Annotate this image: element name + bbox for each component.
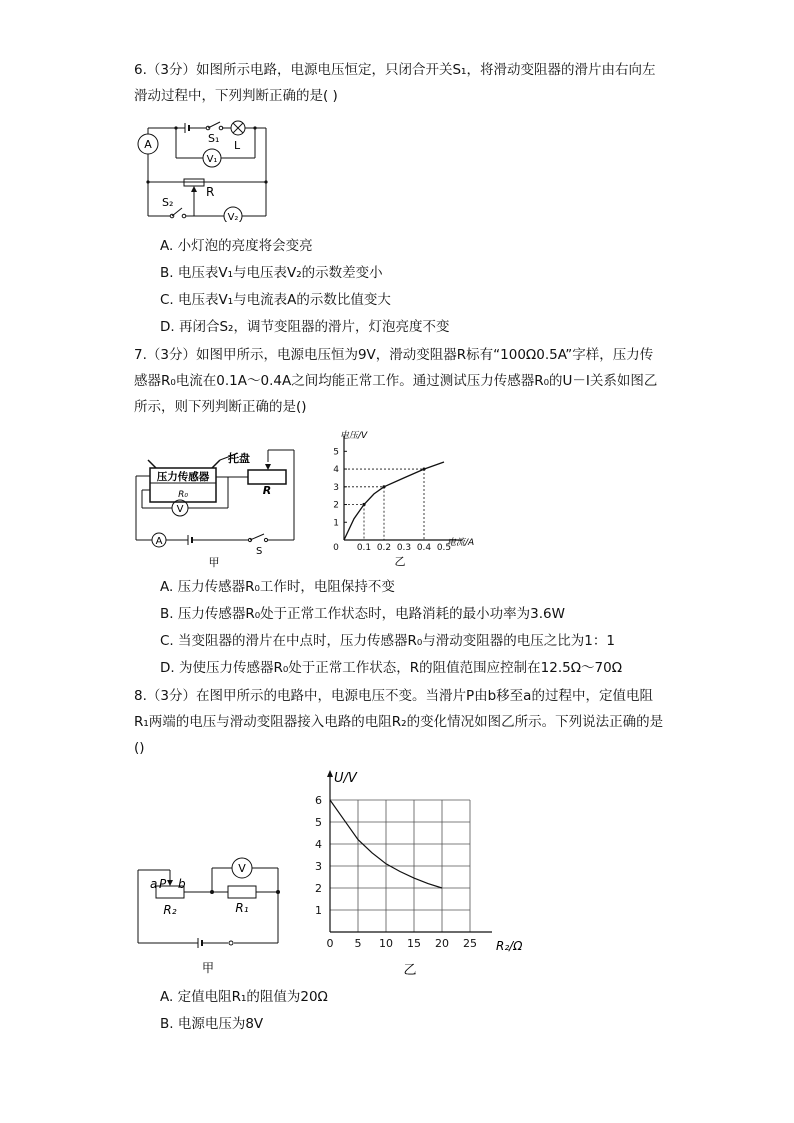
q7-r-label: R	[262, 484, 272, 497]
chart1-series-curve	[344, 462, 444, 540]
chart1-ylabel: 电压/V	[340, 431, 368, 441]
q7-option-c[interactable]: C. 当变阻器的滑片在中点时，压力传感器R₀与滑动变阻器的电压之比为1：1	[160, 633, 615, 649]
q8-a-label: a	[150, 877, 158, 891]
chart1-data-point	[422, 467, 425, 470]
q8-stem: 8.（3分）在图甲所示的电路中，电源电压不变。当滑片P由b移至a的过程中，定值电阻R₁两端的电压与滑动变阻器接入电路的电阻R₂的变化情况如图乙所示。下列说法正确的是()	[134, 688, 664, 756]
chart1-y-tick: 3	[333, 482, 339, 493]
chart2-y-arrow	[327, 770, 333, 777]
q8-ur2-graph	[306, 766, 542, 980]
q6-circuit-diagram	[128, 118, 278, 222]
chart1-x-tick: 0.4	[416, 543, 432, 553]
chart2-y-tick: 4	[315, 838, 322, 851]
q6-lamp-label: L	[234, 139, 241, 152]
q7-option-a[interactable]: A. 压力传感器R₀工作时，电阻保持不变	[160, 579, 395, 595]
chart1-y-tick: 2	[333, 500, 339, 511]
q7-a-label: A	[155, 536, 163, 547]
chart2-x-tick: 10	[379, 937, 393, 950]
q8-option-a[interactable]: A. 定值电阻R₁的阻值为20Ω	[160, 989, 328, 1005]
q8-v-label: V	[238, 862, 246, 875]
q6-ammeter-label: A	[144, 138, 152, 151]
chart1-data-point	[362, 503, 365, 506]
q8-p-label: P	[159, 877, 167, 891]
chart1-x-tick: 0.1	[356, 543, 372, 553]
chart2-caption: 乙	[403, 963, 417, 978]
chart1-x-tick: 0.3	[396, 543, 412, 553]
chart1-xlabel: 电流/A	[447, 538, 475, 548]
q7-option-b[interactable]: B. 压力传感器R₀处于正常工作状态时，电路消耗的最小功率为3.6W	[160, 606, 565, 622]
chart2-x-tick: 15	[407, 937, 421, 950]
q7-left-caption: 甲	[208, 556, 220, 568]
chart2-ylabel: U/V	[334, 771, 357, 786]
q7-tray-label: 托盘	[228, 452, 250, 465]
q8-left-caption: 甲	[201, 961, 215, 975]
q8-b-label: b	[178, 877, 186, 891]
chart2-y-tick: 5	[315, 816, 322, 829]
q6-r-label: R	[206, 185, 215, 199]
q6-stem: 6.（3分）如图所示电路，电源电压恒定，只闭合开关S₁，将滑动变阻器的滑片由右向左滑动过程中，下列判断正确的是( )	[134, 62, 656, 104]
q6-option-a[interactable]: A. 小灯泡的亮度将会变亮	[160, 238, 313, 254]
q8-circuit-diagram	[130, 852, 284, 978]
chart2-x-tick: 0	[326, 937, 334, 950]
q7-v-label: V	[176, 504, 184, 515]
chart1-x-tick: 0.5	[436, 543, 452, 553]
q7-r0-label: R₀	[178, 490, 188, 500]
q7-sensor-label: 压力传感器	[156, 471, 210, 483]
q6-s1-label: S₁	[208, 132, 220, 145]
q7-ui-graph	[322, 426, 480, 570]
q8-option-b[interactable]: B. 电源电压为8V	[160, 1016, 264, 1032]
chart1-x-tick: 0.2	[376, 543, 392, 553]
chart2-y-tick: 1	[315, 904, 322, 917]
chart2-y-tick: 6	[315, 794, 322, 807]
q6-option-b[interactable]: B. 电压表V₁与电压表V₂的示数差变小	[160, 265, 383, 281]
chart2-xlabel: R₂/Ω	[496, 939, 523, 953]
chart2-x-tick: 25	[463, 937, 477, 950]
chart1-y-tick: 1	[333, 518, 339, 529]
q6-v1-label: V₁	[206, 154, 218, 165]
chart1-y-tick: 4	[333, 465, 339, 476]
chart1-y-tick: 5	[333, 447, 339, 458]
q6-option-c[interactable]: C. 电压表V₁与电流表A的示数比值变大	[160, 292, 391, 308]
chart2-x-tick: 20	[435, 937, 449, 950]
chart2-y-tick: 3	[315, 860, 322, 873]
q6-option-d[interactable]: D. 再闭合S₂，调节变阻器的滑片，灯泡亮度不变	[160, 319, 450, 335]
q7-circuit-diagram	[128, 444, 304, 568]
chart1-x-tick: 0	[333, 543, 339, 553]
q7-option-d[interactable]: D. 为使压力传感器R₀处于正常工作状态，R的阻值范围应控制在12.5Ω～70Ω	[160, 660, 623, 676]
chart1-data-point	[382, 485, 385, 488]
chart2-y-tick: 2	[315, 882, 322, 895]
q8-r1-label: R₁	[235, 901, 249, 915]
q7-s-label: S	[256, 546, 263, 557]
q6-s2-label: S₂	[162, 196, 174, 209]
q6-v2-label: V₂	[227, 212, 239, 222]
q8-r2-label: R₂	[163, 903, 177, 917]
q7-stem: 7.（3分）如图甲所示，电源电压恒为9V，滑动变阻器R标有“100Ω0.5A”字样，压力传感器R₀电流在0.1A～0.4A之间均能正常工作。通过测试压力传感器R₀的U－I关系如图乙所示，则下列判断正确的是()	[134, 347, 658, 415]
chart2-x-tick: 5	[354, 937, 362, 950]
chart1-caption: 乙	[394, 555, 406, 568]
